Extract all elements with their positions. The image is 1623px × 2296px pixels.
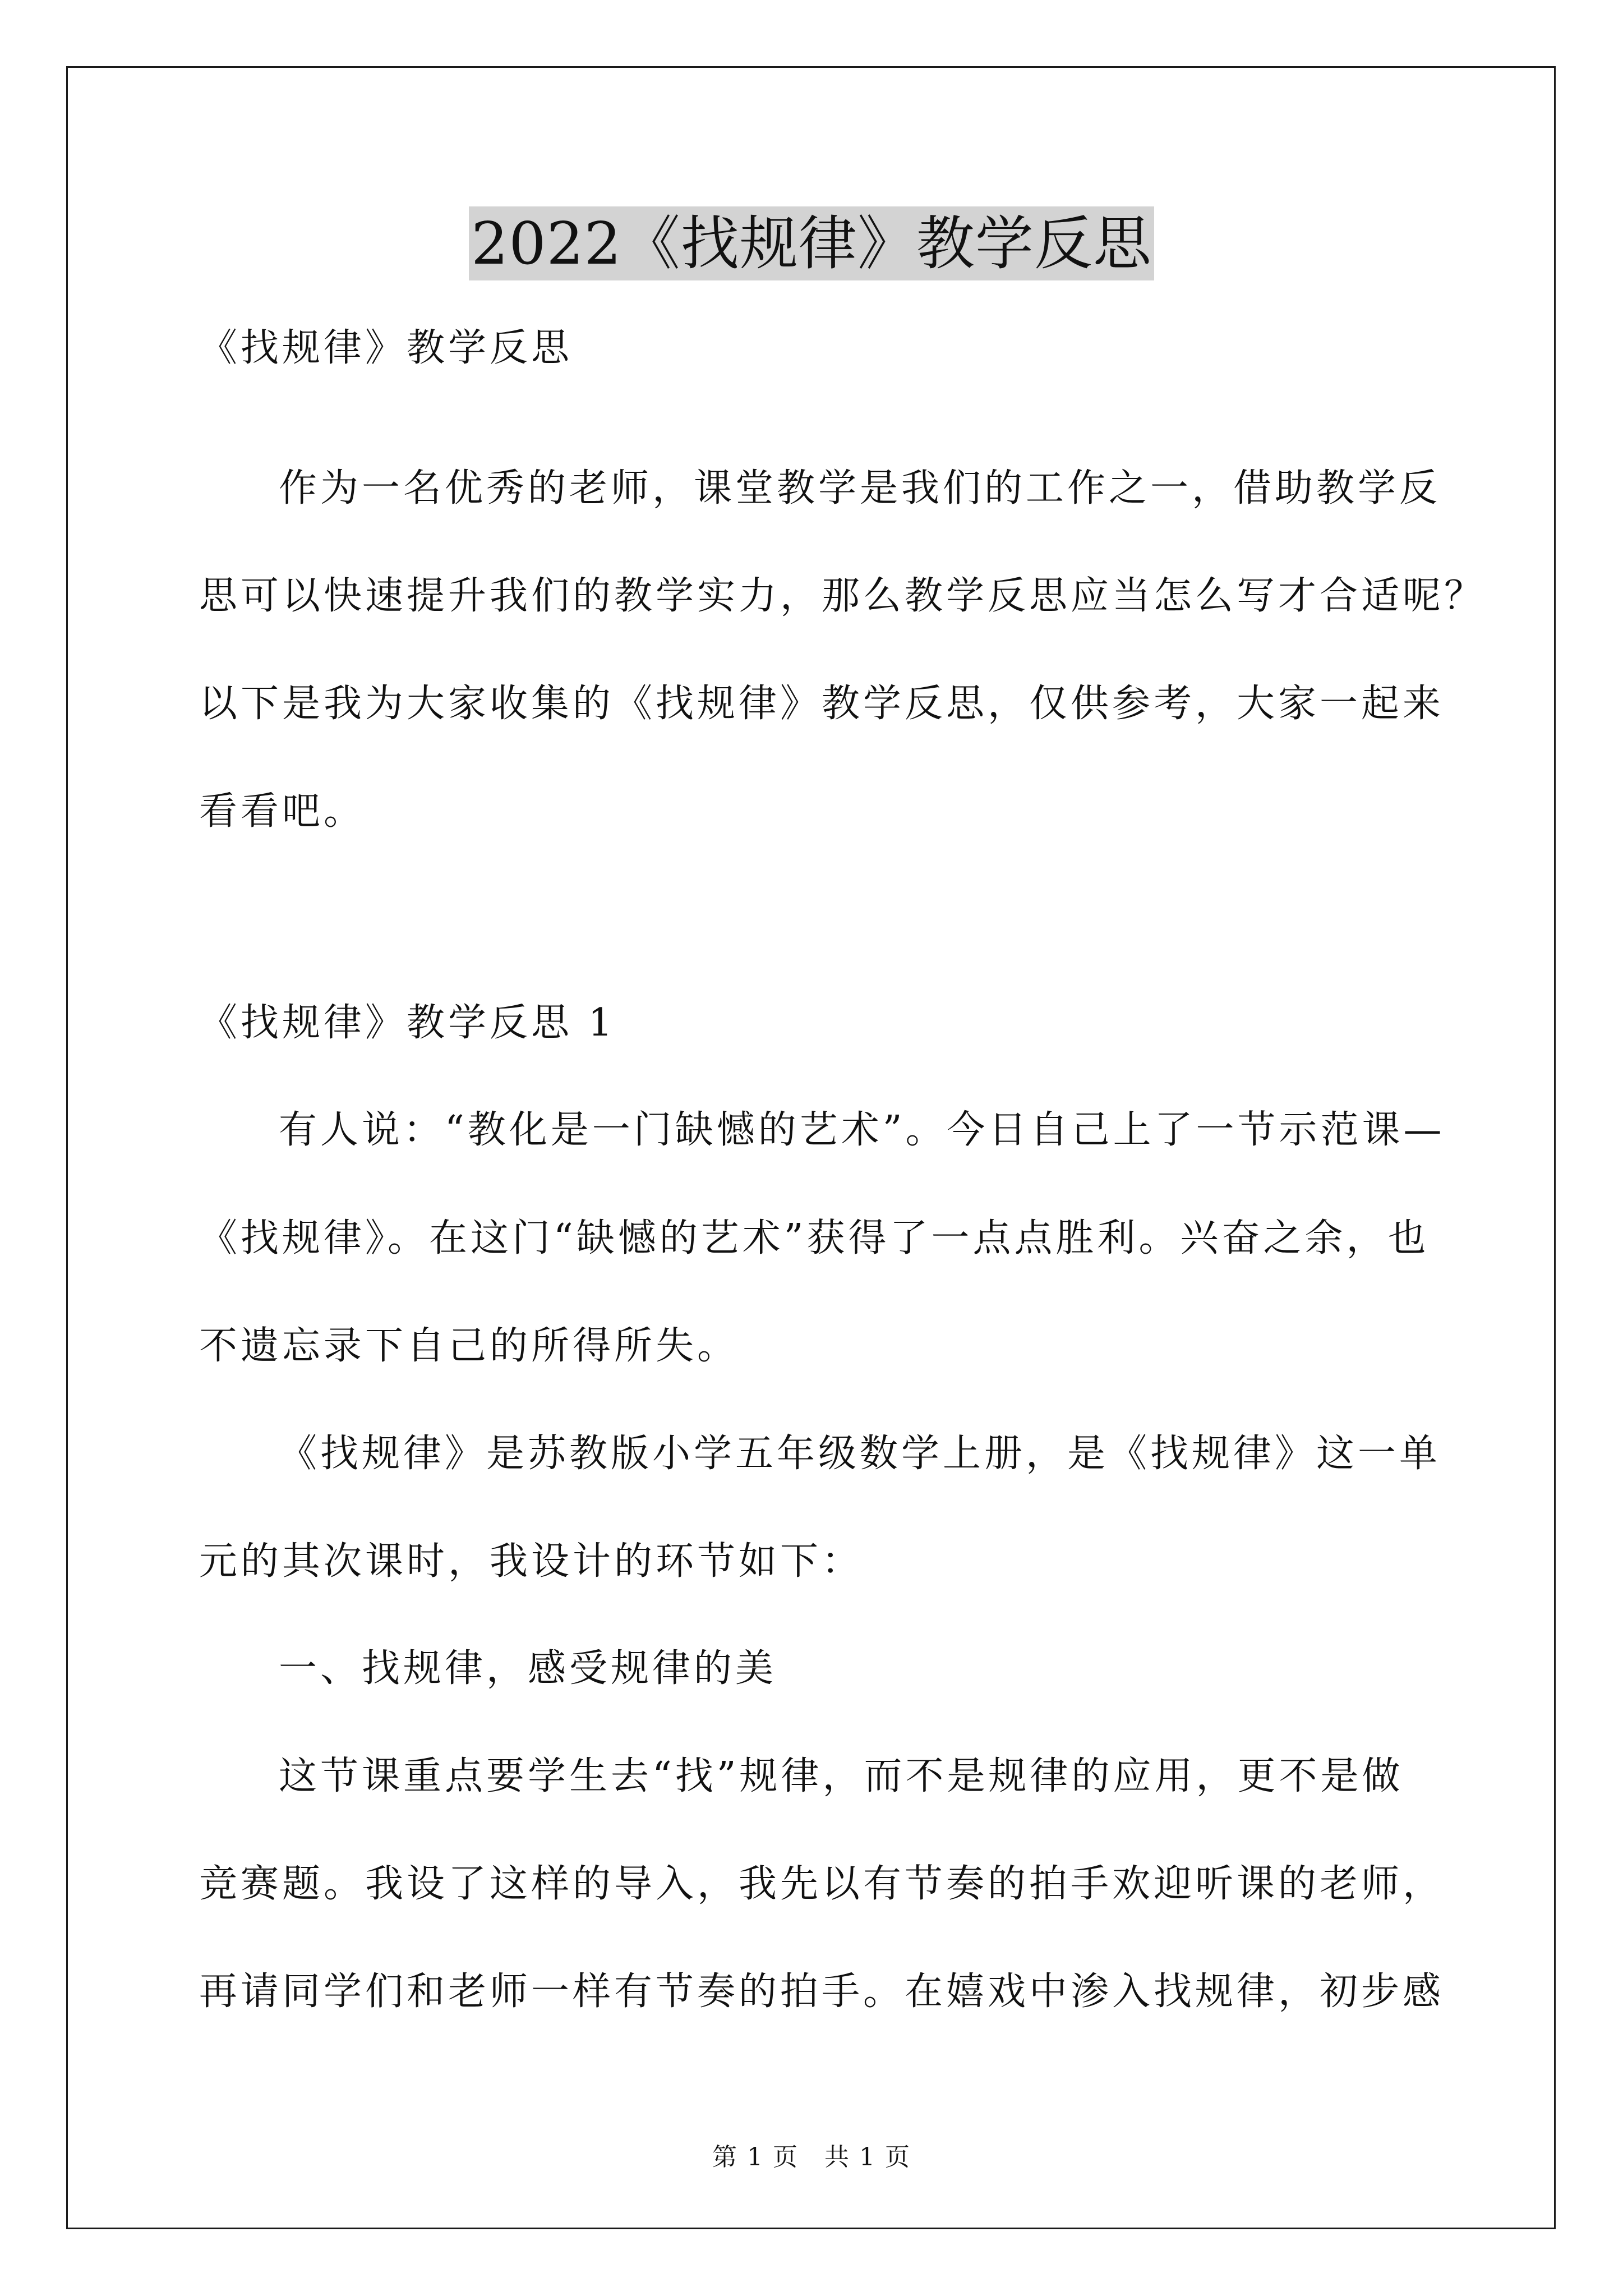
paragraph-line: 这节课重点要学生去“找”规律，而不是规律的应用，更不是做: [279, 1754, 1404, 1798]
document-title: 2022《找规律》教学反思: [469, 206, 1154, 280]
paragraph-line: 《找规律》。在这门“缺憾的艺术”获得了一点点胜利。兴奋之余，也: [199, 1216, 1430, 1260]
paragraph-line: 《找规律》是苏教版小学五年级数学上册，是《找规律》这一单: [279, 1432, 1441, 1476]
title-container: [0, 206, 1623, 280]
section-heading: 《找规律》教学反思: [199, 326, 573, 370]
paragraph-line: 以下是我为大家收集的《找规律》教学反思，仅供参考，大家一起来: [199, 682, 1445, 726]
paragraph-line: 作为一名优秀的老师，课堂教学是我们的工作之一，借助教学反: [279, 466, 1441, 510]
paragraph-line: 看看吧。: [199, 789, 366, 834]
paragraph-line: 再请同学们和老师一样有节奏的拍手。在嬉戏中渗入找规律，初步感: [199, 1970, 1445, 2014]
subsection-heading: 一、找规律，感受规律的美: [279, 1646, 777, 1691]
paragraph-line: 竞赛题。我设了这样的导入，我先以有节奏的拍手欢迎听课的老师，: [199, 1862, 1445, 1906]
page-footer: 第 1 页 共 1 页: [712, 2143, 911, 2171]
paragraph-line: 元的其次课时，我设计的环节如下：: [199, 1539, 864, 1584]
paragraph-line: 有人说：“教化是一门缺憾的艺术”。今日自己上了一节示范课—: [279, 1108, 1445, 1152]
section-heading: 《找规律》教学反思 1: [199, 1001, 616, 1045]
paragraph-line: 思可以快速提升我们的教学实力，那么教学反思应当怎么写才合适呢？: [199, 574, 1486, 618]
paragraph-line: 不遗忘录下自己的所得所失。: [199, 1324, 739, 1368]
